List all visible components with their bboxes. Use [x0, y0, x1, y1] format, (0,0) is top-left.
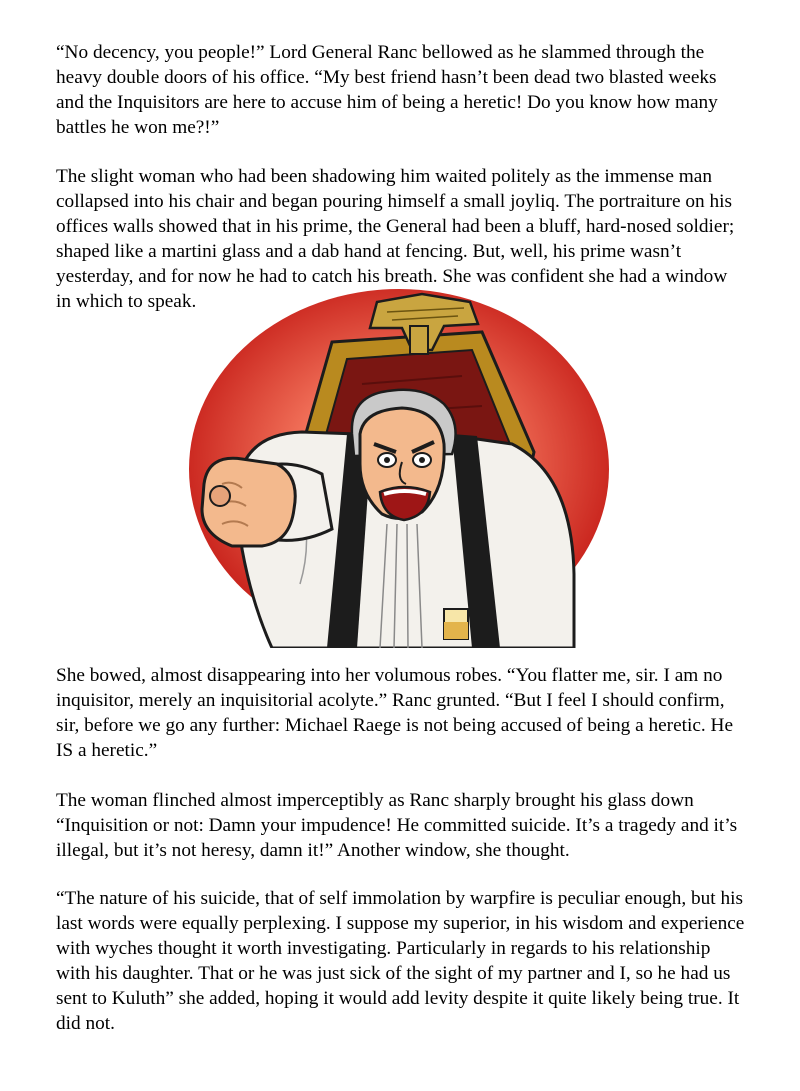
text-line: The slight woman who had been shadowing him waited politely as the immense man — [56, 166, 712, 187]
text-line: battles he won me?!” — [56, 117, 220, 139]
text-line: IS a heretic.” — [56, 740, 158, 762]
text-line: She bowed, almost disappearing into her volumous robes. “You flatter me, sir. I am no — [56, 665, 723, 686]
text-line: sent to Kuluth” she added, hoping it would add levity despite it quite likely being true. It — [56, 988, 740, 1010]
text-line: yesterday, and for now he had to catch his breath. She was confident she had a window — [56, 266, 728, 288]
text-line: last words were equally perplexing. I suppose my superior, in his wisdom and experience — [56, 913, 745, 935]
joyliq-glass — [444, 609, 468, 639]
text-line: heavy double doors of his office. “My best friend hasn’t been dead two blasted weeks — [56, 67, 717, 89]
text-line: collapsed into his chair and began pouring himself a small joyliq. The portraiture on his — [56, 191, 732, 213]
text-line: offices walls showed that in his prime, the General had been a bluff, hard-nosed soldier; — [56, 216, 735, 238]
text-line: and the Inquisitors are here to accuse him of being a heretic! Do you know how many — [56, 92, 718, 114]
paragraph-4 — [56, 788, 746, 863]
pointing-fist — [202, 458, 332, 546]
text-line: with his daughter. That or he was just sick of the sight of my partner and I, so he had us — [56, 963, 731, 985]
paragraph-3 — [56, 663, 746, 763]
text-line: shaped like a martini glass and a dab hand at fencing. But, well, his prime wasn’t — [56, 241, 682, 263]
paragraph-5 — [56, 886, 746, 1037]
text-line: “Inquisition or not: Damn your impudence! He committed suicide. It’s a tragedy and it’s — [56, 815, 738, 837]
illustration-angry-general — [182, 284, 616, 648]
text-line: illegal, but it’s not heresy, damn it!” Another window, she thought. — [56, 840, 570, 862]
text-line: “No decency, you people!” Lord General Ranc bellowed as he slammed through the — [56, 42, 705, 63]
text-line: with wyches thought it worth investigating. Particularly in regards to his relationship — [56, 938, 711, 960]
text-line: inquisitor, merely an inquisitorial acolyte.” Ranc grunted. “But I feel I should confirm, — [56, 690, 725, 712]
paragraph-1 — [56, 40, 746, 140]
text-line: did not. — [56, 1013, 115, 1035]
text-line: in which to speak. — [56, 291, 197, 313]
text-line: The woman flinched almost imperceptibly as Ranc sharply brought his glass down — [56, 790, 694, 811]
text-line: “The nature of his suicide, that of self immolation by warpfire is peculiar enough, but his — [56, 888, 743, 909]
text-line: sir, before we go any further: Michael Raege is not being accused of being a heretic. He — [56, 715, 734, 737]
